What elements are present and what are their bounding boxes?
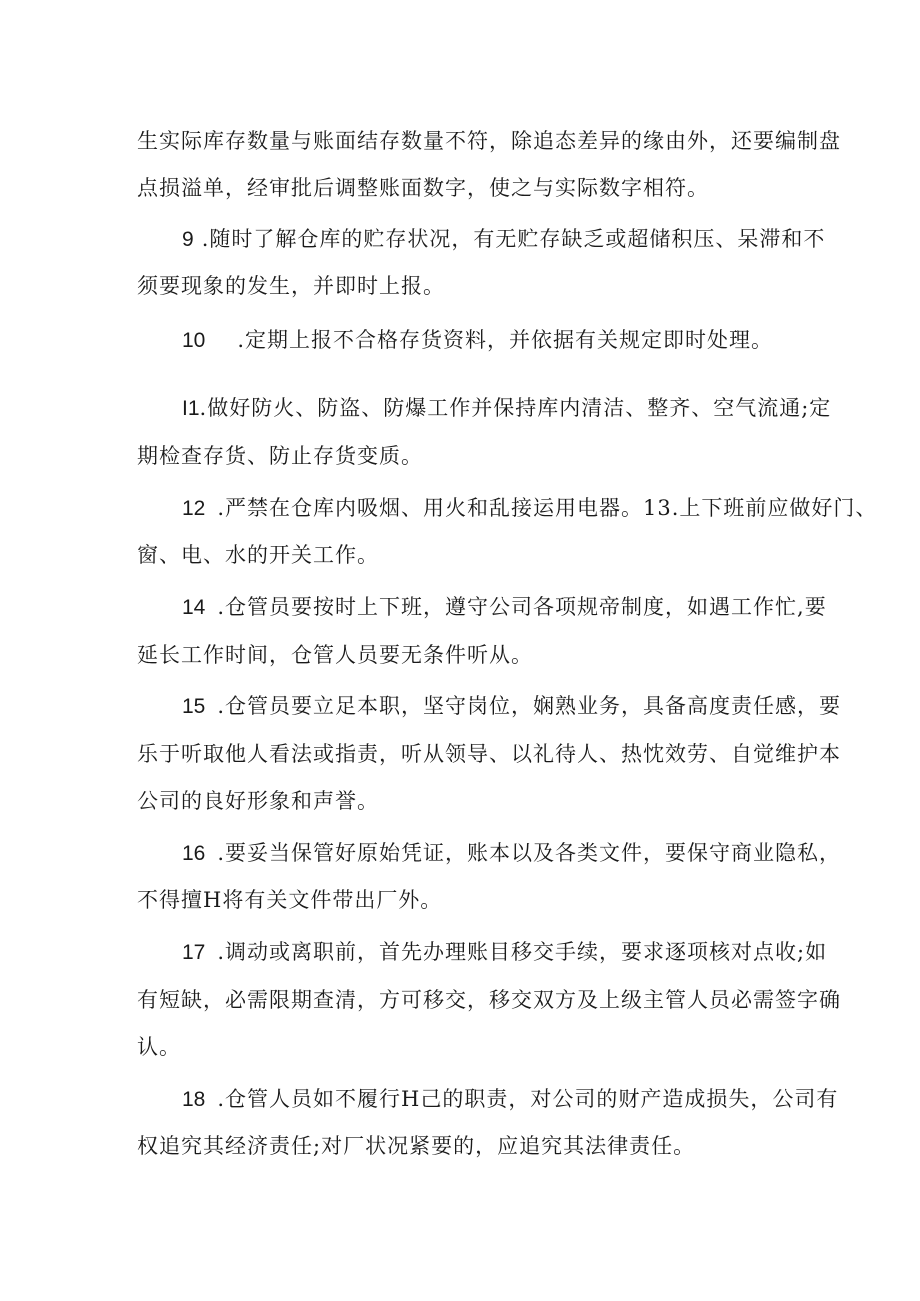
item-number: 12 (182, 497, 206, 520)
paragraph-line: 12 .严禁在仓库内吸烟、用火和乱接运用电器。13.上下班前应做好门、 (182, 496, 878, 520)
paragraph-line: 14 .仓管员要按时上下班，遵守公司各项规帝制度，如遇工作忙,要 (182, 595, 827, 619)
item-number: 14 (182, 596, 206, 619)
item-number: 17 (182, 941, 206, 964)
item-number: I1 (182, 397, 200, 420)
paragraph-line: 15 .仓管员要立足本职，坚守岗位，娴熟业务，具备高度责任感，要 (182, 694, 842, 718)
paragraph-line: 窗、电、水的开关工作。 (137, 543, 379, 567)
item-number: 15 (182, 695, 206, 718)
paragraph-line: 乐于听取他人看法或指责，听从领导、以礼待人、热忱效劳、自觉维护本 (137, 742, 841, 766)
paragraph-line: 认。 (137, 1035, 181, 1059)
item-number: 10 (182, 329, 206, 352)
paragraph-line: 生实际库存数量与账面结存数量不符，除追态差异的缘由外，还要编制盘 (137, 129, 841, 153)
paragraph-line: 权追究其经济责任;对厂状况紧要的，应追究其法律责任。 (137, 1134, 696, 1158)
paragraph-line: 10 .定期上报不合格存货资料，并依据有关规定即时处理。 (182, 328, 774, 352)
paragraph-line: 17 .调动或离职前，首先办理账目移交手续，要求逐项核对点收;如 (182, 940, 828, 964)
item-number: 16 (182, 842, 206, 865)
paragraph-line: 须要现象的发生，并即时上报。 (137, 274, 445, 298)
paragraph-line: 期检查存货、防止存货变质。 (137, 444, 423, 468)
paragraph-line: 16 .要妥当保管好原始凭证，账本以及各类文件，要保守商业隐私， (182, 841, 842, 865)
paragraph-line: 18 .仓管人员如不履行H己的职责，对公司的财产造成损失，公司有 (182, 1087, 839, 1111)
paragraph-line: 不得擅H将有关文件带出厂外。 (137, 888, 443, 912)
paragraph-line: 有短缺，必需限期查清，方可移交，移交双方及上级主管人员必需签字确 (137, 988, 841, 1012)
paragraph-line: 公司的良好形象和声誉。 (137, 789, 379, 813)
paragraph-line: 9 .随时了解仓库的贮存状况，有无贮存缺乏或超储积压、呆滞和不 (182, 227, 826, 251)
paragraph-line: 延长工作时间，仓管人员要无条件听从。 (137, 643, 533, 667)
paragraph-line: 点损溢单，经审批后调整账面数字，使之与实际数字相符。 (137, 176, 709, 200)
paragraph-line: I1.做好防火、防盗、防爆工作并保持库内清洁、整齐、空气流通;定 (182, 396, 832, 420)
item-number: 18 (182, 1088, 206, 1111)
item-number: 9 (182, 228, 194, 251)
